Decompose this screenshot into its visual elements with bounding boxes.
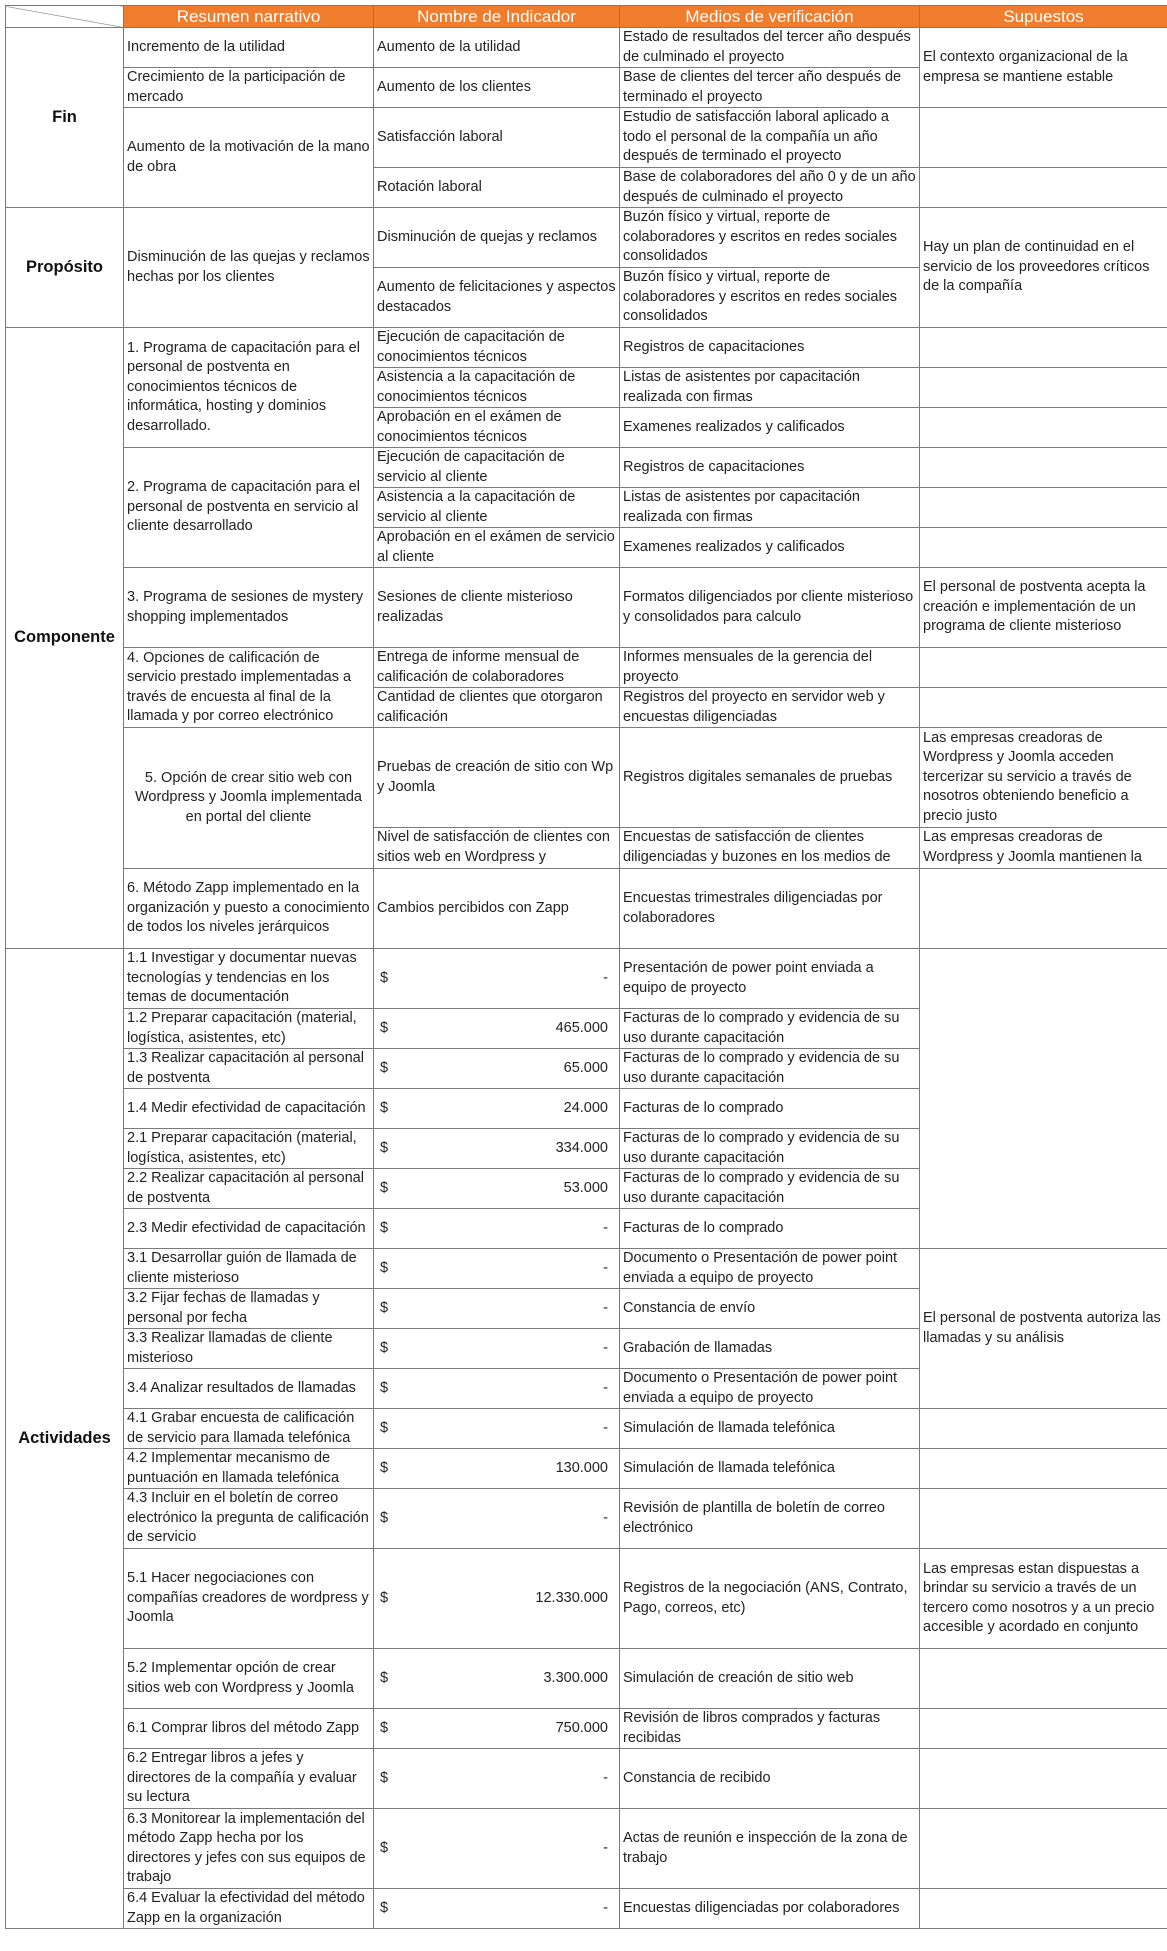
narrative-cell: 1.4 Medir efectividad de capacitación <box>124 1089 374 1129</box>
verification-cell: Facturas de lo comprado y evidencia de su uso durante capacitación <box>620 1169 920 1209</box>
indicator-cell: Rotación laboral <box>374 168 620 208</box>
currency-symbol: $ <box>380 1589 389 1606</box>
verification-cell: Informes mensuales de la gerencia del proyecto <box>620 648 920 688</box>
budget-amount: 24.000 <box>563 1099 608 1116</box>
budget-amount: - <box>603 969 608 986</box>
assumption-cell: Las empresas creadoras de Wordpress y Joomla acceden tercerizar su servicio a través de nosotros obteniendo beneficio a precio justo <box>920 728 1167 828</box>
assumption-cell <box>920 1749 1167 1809</box>
header-verification: Medios de verificación <box>620 6 920 28</box>
assumption-cell <box>920 1489 1167 1549</box>
actividad-row <box>6 1749 1167 1809</box>
budget-cell <box>374 949 620 1009</box>
assumption-cell <box>920 1709 1167 1749</box>
budget-amount: - <box>603 1419 608 1436</box>
logical-framework-matrix <box>5 5 1167 1929</box>
assumption-cell <box>920 869 1167 949</box>
assumption-cell <box>920 688 1167 728</box>
narrative-cell: 2. Programa de capacitación para el personal de postventa en servicio al cliente desarrollado <box>124 448 374 568</box>
verification-cell: Facturas de lo comprado y evidencia de su uso durante capacitación <box>620 1009 920 1049</box>
budget-cell <box>374 1709 620 1749</box>
verification-cell: Registros del proyecto en servidor web y encuestas diligenciadas <box>620 688 920 728</box>
narrative-cell: 1.2 Preparar capacitación (material, logística, asistentes, etc) <box>124 1009 374 1049</box>
verification-cell: Formatos diligenciados por cliente misterioso y consolidados para calculo <box>620 568 920 648</box>
indicator-cell: Aumento de la utilidad <box>374 28 620 68</box>
indicator-cell: Aprobación en el exámen de servicio al cliente <box>374 528 620 568</box>
assumption-cell <box>920 648 1167 688</box>
narrative-cell: 1.1 Investigar y documentar nuevas tecnologías y tendencias en los temas de documentación <box>124 949 374 1009</box>
currency-symbol: $ <box>380 1379 389 1396</box>
narrative-cell: Aumento de la motivación de la mano de obra <box>124 108 374 208</box>
assumption-cell <box>920 488 1167 528</box>
actividad-row <box>6 1449 1167 1489</box>
verification-cell: Listas de asistentes por capacitación realizada con firmas <box>620 488 920 528</box>
verification-cell: Constancia de envío <box>620 1289 920 1329</box>
assumption-cell: Hay un plan de continuidad en el servicio de los proveedores críticos de la compañía <box>920 208 1167 328</box>
budget-amount: 53.000 <box>563 1179 608 1196</box>
componente-row-8 <box>6 648 1167 688</box>
verification-cell: Buzón físico y virtual, reporte de colaboradores y escritos en redes sociales consolidados <box>620 208 920 268</box>
budget-amount: - <box>603 1509 608 1526</box>
indicator-cell: Asistencia a la capacitación de conocimientos técnicos <box>374 368 620 408</box>
narrative-cell: 3.1 Desarrollar guión de llamada de cliente misterioso <box>124 1249 374 1289</box>
assumption-cell <box>920 528 1167 568</box>
indicator-text: Nivel de satisfacción de clientes con sitios web en Wordpress y <box>377 829 610 865</box>
budget-cell <box>374 1089 620 1129</box>
verification-cell: Facturas de lo comprado y evidencia de su uso durante capacitación <box>620 1129 920 1169</box>
budget-cell <box>374 1749 620 1809</box>
currency-symbol: $ <box>380 1339 389 1356</box>
verification-cell: Facturas de lo comprado <box>620 1209 920 1249</box>
verification-cell: Listas de asistentes por capacitación realizada con firmas <box>620 368 920 408</box>
currency-symbol: $ <box>380 1219 389 1236</box>
budget-amount: 65.000 <box>563 1059 608 1076</box>
verification-cell: Revisión de plantilla de boletín de correo electrónico <box>620 1489 920 1549</box>
narrative-cell: 4. Opciones de calificación de servicio prestado implementadas a través de encuesta al final de la llamada y por correo electrónico <box>124 648 374 728</box>
assumption-cell <box>920 328 1167 368</box>
assumption-cell <box>920 1409 1167 1449</box>
narrative-cell: 6.3 Monitorear la implementación del método Zapp hecha por los directores y jefes con sus equipos de trabajo <box>124 1809 374 1889</box>
budget-cell <box>374 1649 620 1709</box>
indicator-cell: Aprobación en el exámen de conocimientos técnicos <box>374 408 620 448</box>
header-row <box>6 6 1167 28</box>
budget-cell <box>374 1129 620 1169</box>
header-indicator: Nombre de Indicador <box>374 6 620 28</box>
currency-symbol: $ <box>380 1419 389 1436</box>
indicator-cell: Pruebas de creación de sitio con Wp y Joomla <box>374 728 620 828</box>
budget-amount: 334.000 <box>555 1139 608 1156</box>
assumption-cell: El contexto organizacional de la empresa se mantiene estable <box>920 28 1167 108</box>
assumption-cell <box>920 368 1167 408</box>
assumption-cell: El personal de postventa acepta la creación e implementación de un programa de cliente misterioso <box>920 568 1167 648</box>
verification-cell <box>620 828 920 869</box>
fin-row-3 <box>6 108 1167 168</box>
currency-symbol: $ <box>380 1509 389 1526</box>
verification-cell: Buzón físico y virtual, reporte de colaboradores y escritos en redes sociales consolidados <box>620 268 920 328</box>
assumption-cell <box>920 1649 1167 1709</box>
assumption-cell <box>920 108 1167 168</box>
narrative-cell: 1. Programa de capacitación para el personal de postventa en conocimientos técnicos de informática, hosting y dominios desarrollado. <box>124 328 374 448</box>
verification-cell: Documento o Presentación de power point enviada a equipo de proyecto <box>620 1369 920 1409</box>
indicator-cell: Cambios percibidos con Zapp <box>374 869 620 949</box>
indicator-cell: Ejecución de capacitación de conocimientos técnicos <box>374 328 620 368</box>
actividad-row <box>6 1549 1167 1649</box>
budget-cell <box>374 1009 620 1049</box>
budget-amount: 12.330.000 <box>535 1589 608 1606</box>
currency-symbol: $ <box>380 1459 389 1476</box>
currency-symbol: $ <box>380 1099 389 1116</box>
narrative-cell: 5. Opción de crear sitio web con Wordpress y Joomla implementada en portal del cliente <box>124 728 374 869</box>
assumption-cell <box>920 1889 1167 1929</box>
budget-cell <box>374 1489 620 1549</box>
currency-symbol: $ <box>380 1839 389 1856</box>
currency-symbol: $ <box>380 1719 389 1736</box>
budget-cell <box>374 1889 620 1929</box>
narrative-cell: 3. Programa de sesiones de mystery shopping implementados <box>124 568 374 648</box>
category-proposito: Propósito <box>6 208 124 328</box>
narrative-cell: 5.2 Implementar opción de crear sitios web con Wordpress y Joomla <box>124 1649 374 1709</box>
assumption-cell <box>920 1449 1167 1489</box>
budget-cell <box>374 1409 620 1449</box>
assumption-cell <box>920 828 1167 869</box>
budget-cell <box>374 1249 620 1289</box>
narrative-cell: 6. Método Zapp implementado en la organización y puesto a conocimiento de todos los niveles jerárquicos <box>124 869 374 949</box>
verification-cell: Simulación de llamada telefónica <box>620 1449 920 1489</box>
proposito-row-1 <box>6 208 1167 268</box>
budget-cell <box>374 1049 620 1089</box>
actividad-row <box>6 1889 1167 1929</box>
currency-symbol: $ <box>380 1019 389 1036</box>
corner-cell <box>6 6 124 28</box>
currency-symbol: $ <box>380 969 389 986</box>
currency-symbol: $ <box>380 1899 389 1916</box>
budget-amount: - <box>603 1899 608 1916</box>
budget-cell <box>374 1369 620 1409</box>
assumption-cell <box>920 408 1167 448</box>
componente-row-10 <box>6 728 1167 828</box>
budget-amount: - <box>603 1219 608 1236</box>
indicator-cell: Entrega de informe mensual de calificación de colaboradores <box>374 648 620 688</box>
narrative-cell: 2.3 Medir efectividad de capacitación <box>124 1209 374 1249</box>
matrix-table <box>5 5 1167 1929</box>
verification-cell: Simulación de creación de sitio web <box>620 1649 920 1709</box>
assumption-cell: Las empresas estan dispuestas a brindar su servicio a través de un tercero como nosotros y a un precio accesible y acordado en conjunto <box>920 1549 1167 1649</box>
assumption-text: Las empresas creadoras de Wordpress y Joomla mantienen la <box>923 829 1142 865</box>
narrative-cell: 2.2 Realizar capacitación al personal de postventa <box>124 1169 374 1209</box>
narrative-cell: 3.4 Analizar resultados de llamadas <box>124 1369 374 1409</box>
budget-amount: 130.000 <box>555 1459 608 1476</box>
currency-symbol: $ <box>380 1059 389 1076</box>
verification-cell: Estudio de satisfacción laboral aplicado a todo el personal de la compañía un año después de terminado el proyecto <box>620 108 920 168</box>
componente-row-7 <box>6 568 1167 648</box>
budget-amount: 750.000 <box>555 1719 608 1736</box>
narrative-cell: 2.1 Preparar capacitación (material, logística, asistentes, etc) <box>124 1129 374 1169</box>
indicator-cell: Disminución de quejas y reclamos <box>374 208 620 268</box>
verification-cell: Documento o Presentación de power point enviada a equipo de proyecto <box>620 1249 920 1289</box>
currency-symbol: $ <box>380 1299 389 1316</box>
verification-cell: Estado de resultados del tercer año después de culminado el proyecto <box>620 28 920 68</box>
currency-symbol: $ <box>380 1259 389 1276</box>
narrative-cell: 3.3 Realizar llamadas de cliente misterioso <box>124 1329 374 1369</box>
budget-cell <box>374 1209 620 1249</box>
narrative-cell: 4.1 Grabar encuesta de calificación de servicio para llamada telefónica <box>124 1409 374 1449</box>
currency-symbol: $ <box>380 1139 389 1156</box>
narrative-cell: 1.3 Realizar capacitación al personal de postventa <box>124 1049 374 1089</box>
verification-text: Encuestas de satisfacción de clientes diligenciadas y buzones en los medios de <box>623 829 891 865</box>
verification-cell: Constancia de recibido <box>620 1749 920 1809</box>
componente-row-12 <box>6 869 1167 949</box>
currency-symbol: $ <box>380 1769 389 1786</box>
indicator-cell: Aumento de los clientes <box>374 68 620 108</box>
indicator-cell: Asistencia a la capacitación de servicio al cliente <box>374 488 620 528</box>
narrative-cell: Disminución de las quejas y reclamos hechas por los clientes <box>124 208 374 328</box>
narrative-cell: 4.2 Implementar mecanismo de puntuación en llamada telefónica <box>124 1449 374 1489</box>
actividad-row <box>6 1489 1167 1549</box>
budget-cell <box>374 1449 620 1489</box>
verification-cell: Base de colaboradores del año 0 y de un año después de culminado el proyecto <box>620 168 920 208</box>
indicator-cell <box>374 828 620 869</box>
verification-cell: Encuestas trimestrales diligenciadas por colaboradores <box>620 869 920 949</box>
fin-row-1 <box>6 28 1167 68</box>
budget-amount: - <box>603 1839 608 1856</box>
actividad-row <box>6 1709 1167 1749</box>
assumption-cell <box>920 168 1167 208</box>
actividad-row <box>6 1249 1167 1289</box>
category-fin: Fin <box>6 28 124 208</box>
budget-amount: - <box>603 1769 608 1786</box>
currency-symbol: $ <box>380 1179 389 1196</box>
narrative-cell: 5.1 Hacer negociaciones con compañías creadores de wordpress y Joomla <box>124 1549 374 1649</box>
budget-amount: 465.000 <box>555 1019 608 1036</box>
verification-cell: Facturas de lo comprado y evidencia de su uso durante capacitación <box>620 1049 920 1089</box>
actividad-row <box>6 1409 1167 1449</box>
budget-cell <box>374 1549 620 1649</box>
budget-cell <box>374 1289 620 1329</box>
budget-cell <box>374 1809 620 1889</box>
actividad-row <box>6 1809 1167 1889</box>
verification-cell: Registros de capacitaciones <box>620 328 920 368</box>
budget-amount: 3.300.000 <box>543 1669 608 1686</box>
verification-cell: Examenes realizados y calificados <box>620 528 920 568</box>
verification-cell: Encuestas diligenciadas por colaboradores <box>620 1889 920 1929</box>
verification-cell: Presentación de power point enviada a equipo de proyecto <box>620 949 920 1009</box>
verification-cell: Actas de reunión e inspección de la zona de trabajo <box>620 1809 920 1889</box>
category-componente: Componente <box>6 328 124 949</box>
category-actividades: Actividades <box>6 949 124 1929</box>
actividad-row <box>6 1649 1167 1709</box>
verification-cell: Simulación de llamada telefónica <box>620 1409 920 1449</box>
verification-cell: Grabación de llamadas <box>620 1329 920 1369</box>
narrative-cell: 6.4 Evaluar la efectividad del método Zapp en la organización <box>124 1889 374 1929</box>
budget-amount: - <box>603 1299 608 1316</box>
indicator-cell: Satisfacción laboral <box>374 108 620 168</box>
verification-cell: Facturas de lo comprado <box>620 1089 920 1129</box>
indicator-cell: Ejecución de capacitación de servicio al cliente <box>374 448 620 488</box>
verification-cell: Registros de la negociación (ANS, Contrato, Pago, correos, etc) <box>620 1549 920 1649</box>
narrative-cell: 4.3 Incluir en el boletín de correo electrónico la pregunta de calificación de servicio <box>124 1489 374 1549</box>
assumption-cell: El personal de postventa autoriza las llamadas y su análisis <box>920 1249 1167 1409</box>
assumption-cell <box>920 1809 1167 1889</box>
componente-row-4 <box>6 448 1167 488</box>
budget-cell <box>374 1169 620 1209</box>
verification-cell: Examenes realizados y calificados <box>620 408 920 448</box>
header-assumptions: Supuestos <box>920 6 1167 28</box>
indicator-cell: Aumento de felicitaciones y aspectos destacados <box>374 268 620 328</box>
actividad-row <box>6 949 1167 1009</box>
header-narrative: Resumen narrativo <box>124 6 374 28</box>
narrative-cell: Incremento de la utilidad <box>124 28 374 68</box>
componente-row-1 <box>6 328 1167 368</box>
verification-cell: Base de clientes del tercer año después de terminado el proyecto <box>620 68 920 108</box>
budget-cell <box>374 1329 620 1369</box>
narrative-cell: 6.1 Comprar libros del método Zapp <box>124 1709 374 1749</box>
assumption-cell <box>920 949 1167 1249</box>
budget-amount: - <box>603 1259 608 1276</box>
assumption-cell <box>920 448 1167 488</box>
verification-cell: Revisión de libros comprados y facturas recibidas <box>620 1709 920 1749</box>
indicator-cell: Sesiones de cliente misterioso realizadas <box>374 568 620 648</box>
narrative-cell: 3.2 Fijar fechas de llamadas y personal por fecha <box>124 1289 374 1329</box>
currency-symbol: $ <box>380 1669 389 1686</box>
narrative-cell: 6.2 Entregar libros a jefes y directores de la compañía y evaluar su lectura <box>124 1749 374 1809</box>
verification-cell: Registros digitales semanales de pruebas <box>620 728 920 828</box>
budget-amount: - <box>603 1379 608 1396</box>
budget-amount: - <box>603 1339 608 1356</box>
verification-cell: Registros de capacitaciones <box>620 448 920 488</box>
narrative-cell: Crecimiento de la participación de mercado <box>124 68 374 108</box>
indicator-cell: Cantidad de clientes que otorgaron calificación <box>374 688 620 728</box>
